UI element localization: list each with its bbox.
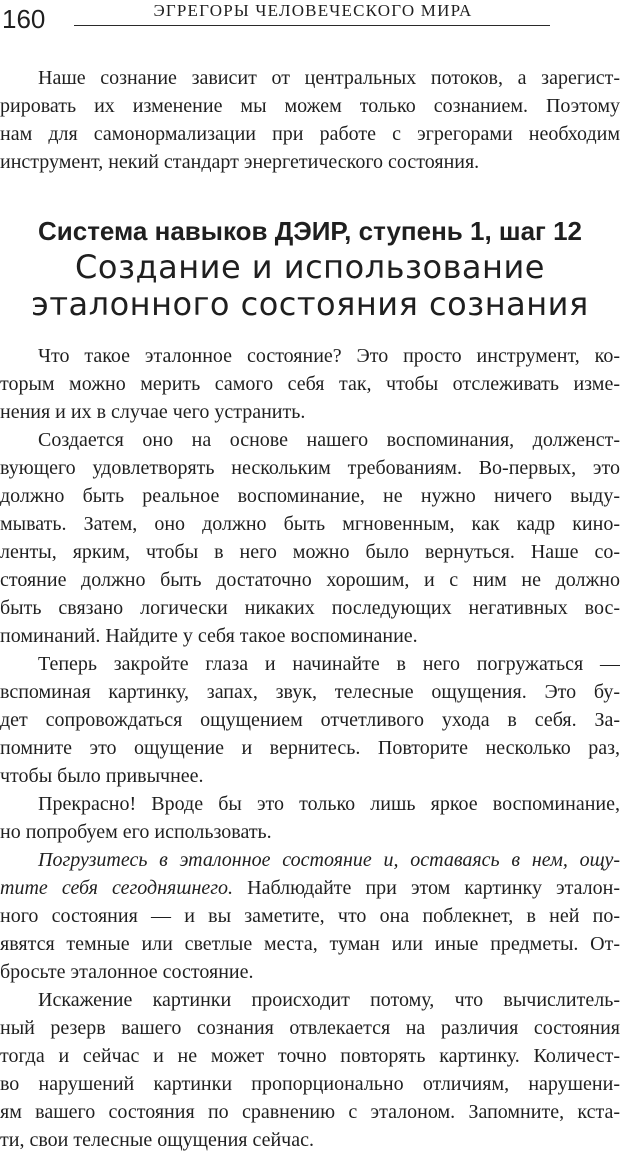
running-title: ЭГРЕГОРЫ ЧЕЛОВЕЧЕСКОГО МИРА: [153, 1, 473, 20]
text-run: Искажение картинки происходит потому, что вычислитель-: [38, 989, 620, 1011]
text-run: помните это ощущение и вернитесь. Повторите несколько раз,: [0, 737, 620, 759]
text-run: должно быть реальное воспоминание, не нужно ничего выду-: [0, 485, 620, 507]
header-rule: [74, 25, 550, 26]
text-line: [0, 566, 620, 594]
text-line: [0, 930, 620, 958]
page-header: [0, 0, 620, 44]
text-line: [38, 790, 620, 818]
text-line: [0, 454, 620, 482]
section-title-line-1: Создание и использование: [75, 248, 545, 286]
text-line: [0, 510, 620, 538]
section-subtitle: Система навыков ДЭИР, ступень 1, шаг 12: [37, 216, 583, 246]
text-line: [38, 986, 620, 1014]
text-line: [38, 650, 620, 678]
text-line: [0, 370, 620, 398]
text-line: [0, 874, 620, 902]
text-run: торым можно мерить самого себя так, чтобы отслеживать изме-: [0, 373, 620, 395]
text-run: поминаний. Найдите у себя такое воспоминание.: [0, 625, 418, 647]
section-title-line-2: эталонного состояния сознания: [31, 285, 589, 323]
text-run: ям вашего состояния по сравнению с эталоном. Запомните, кста-: [0, 1101, 620, 1123]
text-line: Наше сознание зависит от центральных потоков, а зарегист-: [38, 67, 620, 89]
text-run: Создается оно на основе нашего воспоминания, долженст-: [38, 429, 620, 451]
text-line: [0, 902, 620, 930]
italic-run: Погрузитесь в эталонное состояние и, оставаясь в нем, ощу-: [38, 849, 620, 871]
text-line: инструмент, некий стандарт энергетического состояния.: [0, 151, 480, 173]
text-run: вующего удовлетворять нескольким требованиям. Во-первых, это: [0, 457, 620, 479]
text-line: [0, 1042, 620, 1070]
text-run: чтобы было привычнее.: [0, 765, 204, 787]
text-run: Теперь закройте глаза и начинайте в него погружаться —: [38, 653, 620, 675]
italic-run: тите себя сегодняшнего.: [0, 877, 234, 899]
text-line: [0, 1126, 620, 1154]
text-line: [0, 482, 620, 510]
text-run: но попробуем его использовать.: [0, 821, 272, 843]
text-line: [0, 398, 620, 426]
text-run: тогда и сейчас и не может точно повторять картинку. Количест-: [0, 1045, 620, 1067]
text-line: нам для самонормализации при работе с эгрегорами необходим: [0, 123, 620, 145]
text-run: вспоминая картинку, запах, звук, телесные ощущения. Это бу-: [0, 681, 620, 703]
text-run: Что такое эталонное состояние? Это просто инструмент, ко-: [38, 345, 620, 367]
text-line: [38, 846, 620, 874]
text-run: бросьте эталонное состояние.: [0, 961, 254, 983]
text-run: Наблюдайте при этом картинку эталон-: [233, 877, 620, 899]
text-run: быть связано логически никаких последующих негативных вос-: [0, 597, 620, 619]
text-line: [0, 1014, 620, 1042]
text-line: [0, 1098, 620, 1126]
text-line: [0, 734, 620, 762]
text-run: дет сопровождаться ощущением отчетливого ухода в себя. За-: [0, 709, 620, 731]
text-run: нения и их в случае чего устранить.: [0, 401, 306, 423]
text-run: Прекрасно! Вроде бы это только лишь яркое воспоминание,: [38, 793, 620, 815]
text-line: [0, 594, 620, 622]
text-run: мывать. Затем, оно должно быть мгновенным, как кадр кино-: [0, 513, 620, 535]
text-line: [0, 958, 620, 986]
text-line: [0, 706, 620, 734]
text-line: [0, 1070, 620, 1098]
text-line: [0, 538, 620, 566]
text-line: [38, 342, 620, 370]
text-run: ти, свои телесные ощущения сейчас.: [0, 1129, 314, 1151]
text-run: стояние должно быть достаточно хорошим, и с ним не должно: [0, 569, 620, 591]
text-line: [38, 426, 620, 454]
text-line: [0, 818, 620, 846]
text-run: ного состояния — и вы заметите, что она поблекнет, в ней по-: [0, 905, 620, 927]
page-number: 160: [2, 4, 46, 34]
text-run: ленты, ярким, чтобы в него можно было вернуться. Наше со-: [0, 541, 620, 563]
text-run: явятся темные или светлые места, туман или иные предметы. От-: [0, 933, 620, 955]
text-run: ный резерв вашего сознания отвлекается на различия состояния: [0, 1017, 620, 1039]
text-run: во нарушений картинки пропорционально отличиям, нарушени-: [0, 1073, 620, 1095]
text-line: [0, 762, 620, 790]
text-line: рировать их изменение мы можем только сознанием. Поэтому: [0, 95, 620, 117]
text-line: [0, 678, 620, 706]
text-line: [0, 622, 620, 650]
